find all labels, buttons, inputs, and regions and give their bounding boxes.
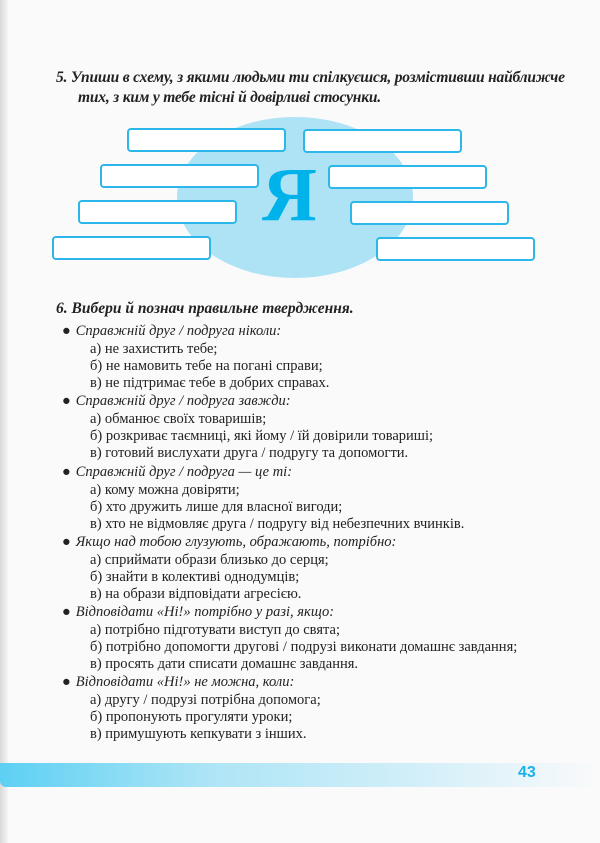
task-6-list xyxy=(62,321,592,743)
question-stem-text: Справжній друг / подруга завжди: xyxy=(75,393,291,410)
answer-box-right-3[interactable] xyxy=(350,201,509,225)
answer-option[interactable]: в) готовий вислухати друга / подругу та допомогти. xyxy=(90,445,409,462)
question-group xyxy=(62,462,592,532)
question-stem-text: Справжній друг / подруга — це ті: xyxy=(75,463,293,480)
bullet-icon: ● xyxy=(62,533,71,550)
question-group xyxy=(62,602,592,672)
answer-option[interactable]: а) сприймати образи близько до серця; xyxy=(90,551,329,568)
task-5-heading-line-1: 5. Упиши в схему, з якими людьми ти спілкуєшся, розмістивши найближче xyxy=(56,69,565,86)
answer-box-left-4[interactable] xyxy=(52,236,211,260)
question-stem-text: Якщо над тобою глузують, ображають, потрібно: xyxy=(75,533,397,550)
answer-box-right-2[interactable] xyxy=(328,165,487,189)
answer-option[interactable]: а) кому можна довіряти; xyxy=(90,481,240,498)
bullet-icon: ● xyxy=(62,604,71,621)
answer-option[interactable]: б) хто дружить лише для власної вигоди; xyxy=(90,498,343,515)
question-stem xyxy=(62,391,592,411)
page-number: 43 xyxy=(518,764,536,781)
question-stem-text: Відповідати «Ні!» не можна, коли: xyxy=(75,674,295,691)
question-stem xyxy=(62,532,592,552)
question-group xyxy=(62,321,592,391)
answer-option[interactable]: б) не намовить тебе на погані справи; xyxy=(90,358,323,374)
answer-option[interactable]: а) другу / подрузі потрібна допомога; xyxy=(90,692,321,709)
answer-option[interactable]: а) не захистить тебе; xyxy=(90,341,218,357)
answer-option[interactable]: б) потрібно допомогти другові / подрузі виконати домашнє завдання; xyxy=(90,639,518,656)
answer-option[interactable]: в) хто не відмовляє друга / подругу від небезпечних вчинків. xyxy=(90,515,465,532)
answer-option[interactable]: в) примушують кепкувати з інших. xyxy=(90,726,307,743)
bullet-icon: ● xyxy=(62,393,71,410)
answer-option[interactable]: в) не підтримає тебе в добрих справах. xyxy=(90,375,330,391)
answer-box-right-4[interactable] xyxy=(376,237,535,261)
answer-box-left-2[interactable] xyxy=(100,164,259,188)
question-group xyxy=(62,672,592,742)
task-5-heading-line-2: тих, з ким у тебе тісні й довірливі стосунки. xyxy=(78,89,381,106)
bullet-icon: ● xyxy=(62,463,71,480)
answer-box-right-1[interactable] xyxy=(303,129,462,153)
question-stem xyxy=(62,462,592,482)
footer-band xyxy=(0,763,600,787)
answer-box-left-3[interactable] xyxy=(78,200,237,224)
answer-option[interactable]: б) розкриває таємниці, які йому / їй довірили товариші; xyxy=(90,428,434,445)
answer-option[interactable]: в) просять дати списати домашнє завдання. xyxy=(90,656,359,673)
answer-option[interactable]: б) пропонують прогуляти уроки; xyxy=(90,709,293,726)
answer-option[interactable]: а) обманює своїх товаришів; xyxy=(90,411,267,428)
question-group xyxy=(62,391,592,461)
answer-option[interactable]: б) знайти в колективі однодумців; xyxy=(90,568,300,585)
question-stem-text: Відповідати «Ні!» потрібно у разі, якщо: xyxy=(75,604,335,621)
answer-option[interactable]: а) потрібно підготувати виступ до свята; xyxy=(90,622,340,639)
question-group xyxy=(62,532,592,602)
answer-box-left-1[interactable] xyxy=(127,128,286,152)
question-stem xyxy=(62,602,592,622)
bullet-icon: ● xyxy=(62,323,71,339)
answer-option[interactable]: в) на образи відповідати агресією. xyxy=(90,585,302,602)
question-stem-text: Справжній друг / подруга ніколи: xyxy=(75,323,282,339)
task-5-heading xyxy=(56,68,596,108)
bullet-icon: ● xyxy=(62,674,71,691)
question-stem xyxy=(62,321,592,341)
page-spine xyxy=(0,0,8,843)
question-stem xyxy=(62,672,592,692)
task-6-heading: 6. Вибери й познач правильне твердження. xyxy=(56,300,354,317)
self-letter: Я xyxy=(262,153,317,237)
